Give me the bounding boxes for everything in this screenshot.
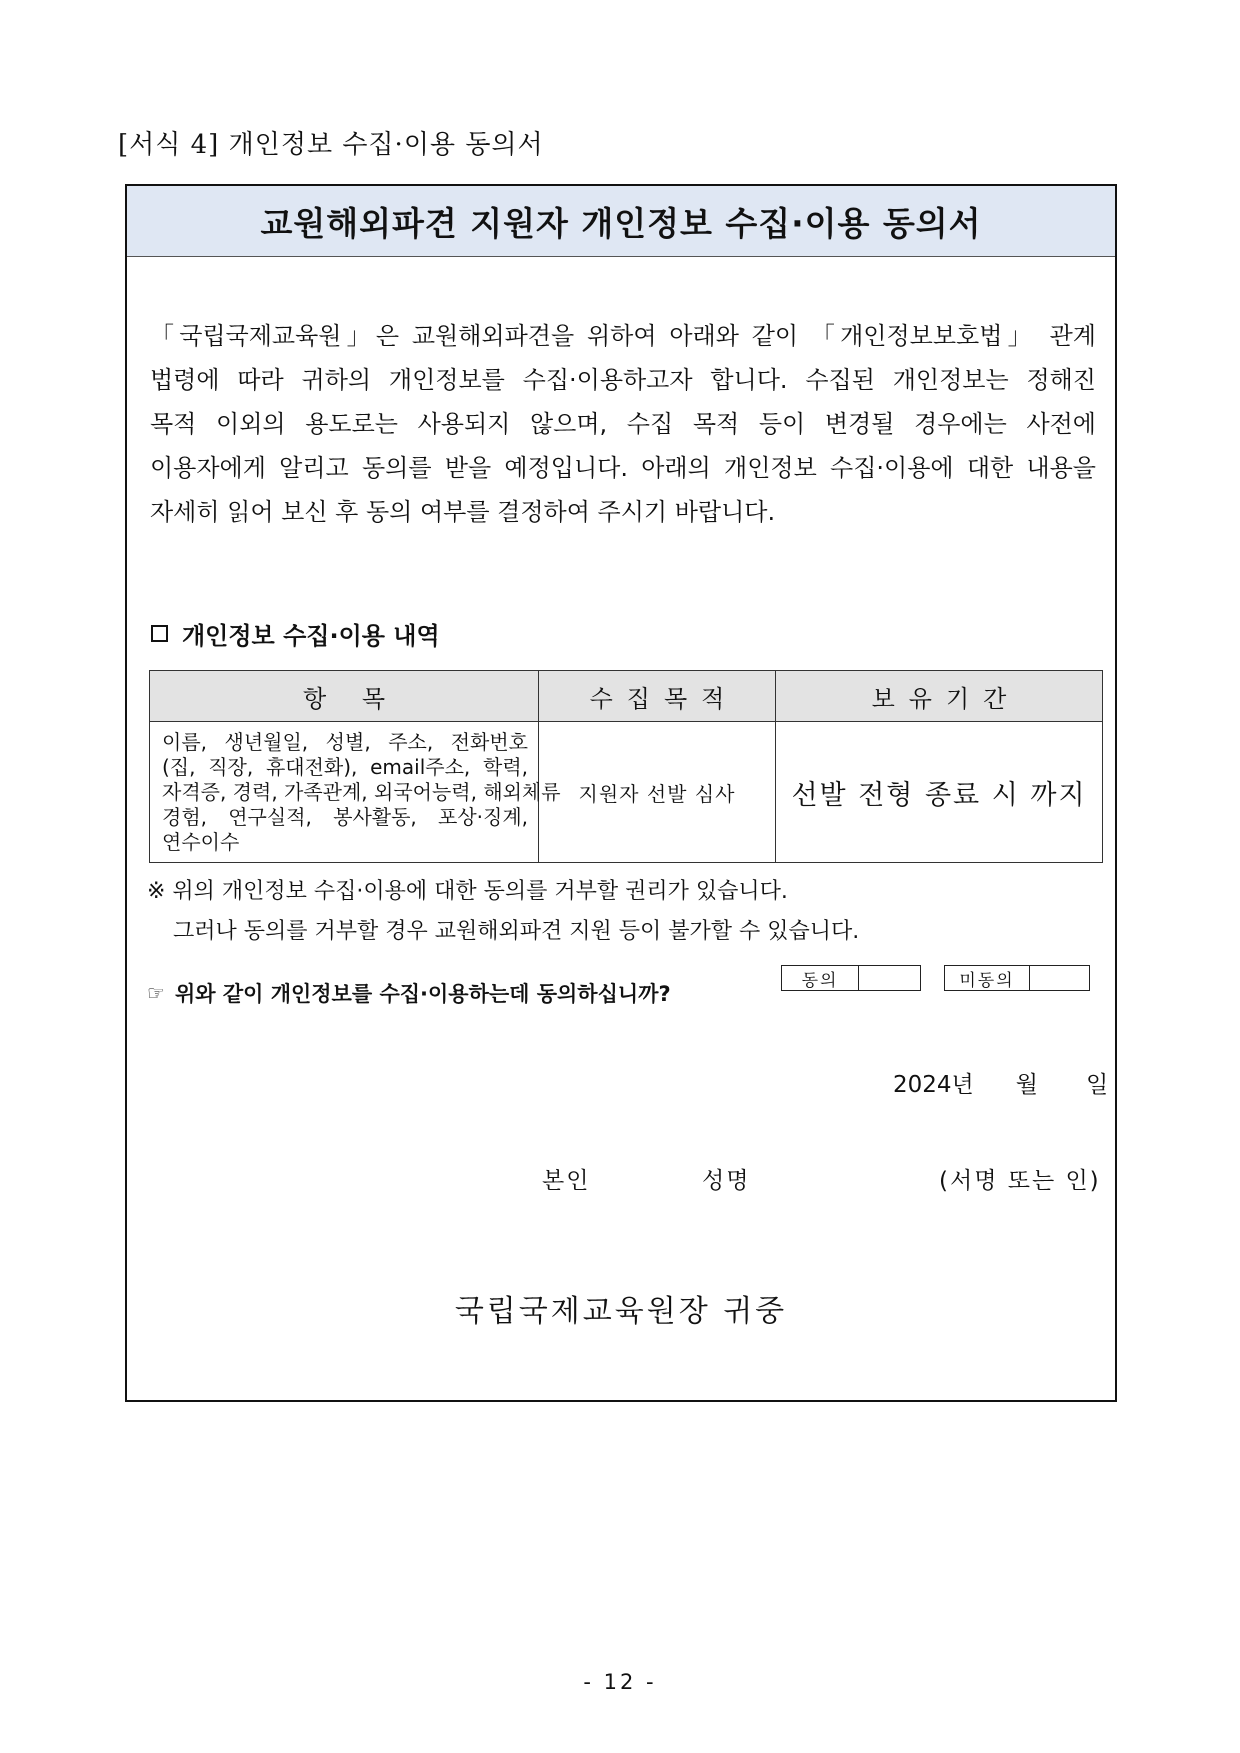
section-heading-label: 개인정보 수집·이용 내역 [182, 622, 440, 650]
date-day: 일 [1085, 1072, 1109, 1098]
disagree-label: 미동의 [945, 966, 1030, 990]
square-bullet-icon [151, 625, 168, 642]
intro-paragraph [150, 314, 1096, 534]
table-row [150, 722, 1103, 863]
refusal-notice [147, 872, 859, 952]
consent-form-frame [125, 184, 1117, 1402]
intro-line: 목적 이외의 용도로는 사용되지 않으며, 수집 목적 등이 변경될 경우에는 사전에 [150, 410, 1096, 438]
form-header [127, 186, 1115, 257]
period-cell: 선발 전형 종료 시 까지 [776, 722, 1103, 863]
intro-line: 자세히 읽어 보신 후 동의 여부를 결정하여 주시기 바랍니다. [150, 498, 776, 526]
notice-line: 그러나 동의를 거부할 경우 교원해외파견 지원 등이 불가할 수 있습니다. [173, 919, 860, 944]
pointing-hand-icon: ☞ [147, 981, 165, 1005]
collection-table [149, 670, 1103, 863]
agree-option[interactable] [781, 965, 921, 991]
header-period: 보유기간 [776, 671, 1103, 722]
signature-hint: (서명 또는 인) [939, 1168, 1101, 1194]
date-year: 2024년 [893, 1072, 974, 1098]
signature-name-label: 성명 [702, 1168, 751, 1194]
date-line [893, 1066, 1108, 1099]
purpose-cell: 지원자 선발 심사 [539, 722, 776, 863]
date-month: 월 [1015, 1072, 1038, 1098]
items-line: 연수이수 [162, 829, 240, 854]
intro-line: 이용자에게 알리고 동의를 받을 예정입니다. 아래의 개인정보 수집·이용에 대한 내용을 [150, 454, 1096, 482]
intro-line: 「국립국제교육원」은 교원해외파견을 위하여 아래와 같이 「개인정보보호법」 관계 [150, 322, 1096, 350]
agree-label: 동의 [782, 966, 859, 990]
signature-self-label: 본인 [542, 1168, 591, 1194]
intro-line: 법령에 따라 귀하의 개인정보를 수집·이용하고자 합니다. 수집된 개인정보는 정해진 [150, 366, 1096, 394]
form-title: 교원해외파견 지원자 개인정보 수집·이용 동의서 [260, 203, 982, 243]
consent-question [147, 978, 671, 1008]
items-cell [150, 722, 561, 863]
disagree-option[interactable] [944, 965, 1090, 991]
form-label: [서식 4] 개인정보 수집·이용 동의서 [118, 130, 544, 160]
notice-line: ※ 위의 개인정보 수집·이용에 대한 동의를 거부할 권리가 있습니다. [147, 879, 788, 904]
page-number: - 12 - [583, 1670, 657, 1694]
items-line: (집, 직장, 휴대전화), email주소, 학력, [162, 754, 528, 779]
agree-checkbox[interactable] [859, 966, 920, 990]
items-line: 이름, 생년월일, 성별, 주소, 전화번호 [162, 729, 528, 754]
disagree-checkbox[interactable] [1030, 966, 1089, 990]
header-items: 항 목 [150, 671, 539, 722]
items-line: 경험, 연구실적, 봉사활동, 포상·징계, [162, 804, 528, 829]
addressee: 국립국제교육원장 귀중 [454, 1294, 788, 1329]
header-purpose: 수집목적 [539, 671, 776, 722]
table-header-row [150, 671, 1103, 722]
items-line: 자격증, 경력, 가족관계, 외국어능력, 해외체류 [162, 779, 561, 804]
section-heading [151, 616, 440, 651]
consent-question-text: 위와 같이 개인정보를 수집·이용하는데 동의하십니까? [174, 982, 671, 1006]
